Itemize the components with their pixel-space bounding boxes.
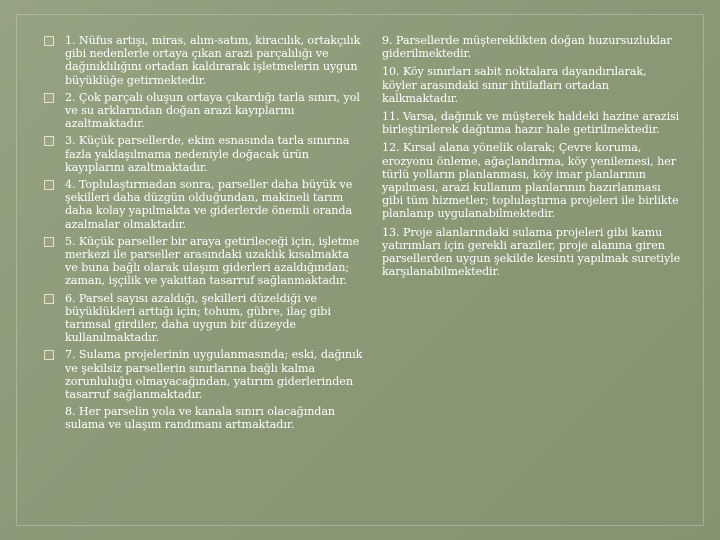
list-item-text: 5. Küçük parseller bir araya getirileceği için, işletme merkezi ile parseller arasındaki uzaklık kısalmakta ve buna bağlı olarak ulaşım giderleri azaldığından; zaman, işçilik ve yakıttan tasarruf sağlanmaktadır. [65, 234, 360, 288]
list-item-text: 4. Toplulaştırmadan sonra, parseller daha büyük ve şekilleri daha düzgün olduğundan, makineli tarım daha kolay yapılmakta ve giderlerde önemli oranda azalmalar olmaktadır. [65, 178, 353, 231]
list-item-13 [382, 226, 682, 279]
checkbox-bullet-icon [44, 294, 54, 304]
right-column [382, 34, 682, 283]
checkbox-bullet-icon [44, 350, 54, 360]
list-item-9 [382, 34, 682, 60]
checkbox-bullet-icon [44, 180, 54, 190]
list-item-11 [382, 110, 682, 136]
left-column [44, 34, 364, 436]
list-item-4 [44, 178, 364, 231]
list-item-text: 10. Köy sınırları sabit noktalara dayandırılarak, köyler arasındaki sınır ihtilafları ortadan kalkmaktadır. [382, 65, 647, 105]
list-item-text: 12. Kırsal alana yönelik olarak; Çevre koruma, erozyonu önleme, ağaçlandırma, köy yenilemesi, her türlü yolların planlanması, köy imar planlarının yapılması, arazi kullanım planlarının hazırlanması gibi tüm hizmetler; toplulaştırma projeleri ile birlikte planlanıp uygulanabilmektedir. [382, 141, 679, 221]
list-item-10 [382, 65, 682, 105]
list-item-5 [44, 235, 364, 288]
list-item-3 [44, 134, 364, 174]
list-item-text: 9. Parsellerde müştereklikten doğan huzursuzluklar giderilmektedir. [382, 34, 672, 61]
list-item-text: 2. Çok parçalı oluşun ortaya çıkardığı tarla sınırı, yol ve su arklarından doğan arazi kayıplarını azaltmaktadır. [65, 90, 360, 131]
list-item-text: 3. Küçük parsellerde, ekim esnasında tarla sınırına fazla yaklaşılmama nedeniyle doğacak ürün kayıplarını azaltmaktadır. [65, 134, 350, 174]
checkbox-bullet-icon [44, 136, 54, 146]
list-item-text: 11. Varsa, dağınık ve müşterek haldeki hazine arazisi birleştirilerek dağıtıma hazır hale getirilmektedir. [382, 110, 680, 137]
list-item-text: 1. Nüfus artışı, miras, alım-satım, kiracılık, ortakçılık gibi nedenlerle ortaya çıkan arazi parçalılığı ve dağınıklılığını ortadan kaldırarak işletmelerin uygun büyüklüğe getirmektedir. [65, 34, 361, 87]
list-item-7 [44, 348, 364, 401]
list-item-text: 6. Parsel sayısı azaldığı, şekilleri düzeldiği ve büyüklükleri arttığı için; tohum, gübre, ilaç gibi tarımsal girdiler, daha uygun bir düzeyde kullanılmaktadır. [65, 291, 331, 345]
list-item-1 [44, 34, 364, 87]
checkbox-bullet-icon [44, 93, 54, 103]
list-item-2 [44, 91, 364, 131]
checkbox-bullet-icon [44, 237, 54, 247]
list-item-6 [44, 292, 364, 345]
list-item-8 [44, 405, 364, 431]
list-item-text: 8. Her parselin yola ve kanala sınırı olacağından sulama ve ulaşım randımanı artmaktadır. [65, 405, 336, 432]
list-item-12 [382, 141, 682, 220]
list-item-text: 13. Proje alanlarındaki sulama projeleri gibi kamu yatırımları için gerekli araziler, proje alanına giren parsellerden uygun şekilde kesinti yapılmak suretiyle karşılanabilmektedir. [382, 225, 681, 279]
checkbox-bullet-icon [44, 36, 54, 46]
list-item-text: 7. Sulama projelerinin uygulanmasında; eski, dağınık ve şekilsiz parsellerin sınırlarına bağlı kalma zorunluluğu olmayacağından, yatırım giderlerinden tasarruf sağlanmaktadır. [65, 348, 363, 402]
